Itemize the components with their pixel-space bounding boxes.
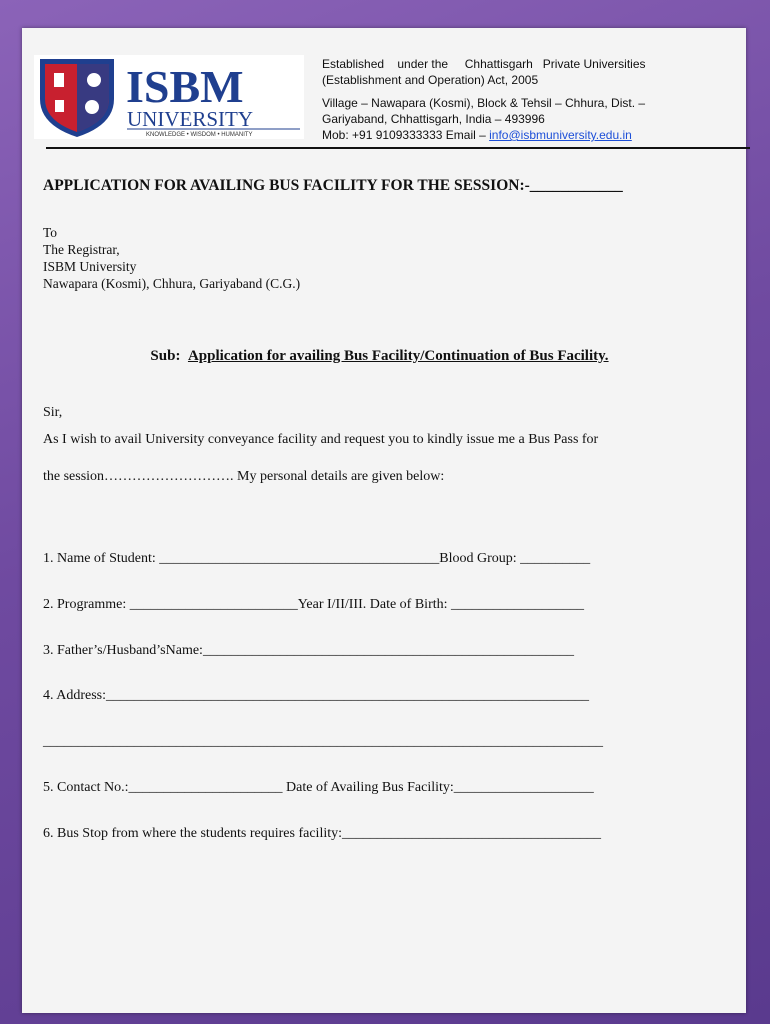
body-line-2: the session………………………. My personal details are given below: bbox=[43, 469, 445, 484]
header-established: Established under the Chhattisgarh Private Universities bbox=[322, 57, 646, 71]
field-address[interactable]: 4. Address:_____________________________________________________________________ bbox=[43, 688, 589, 703]
recipient-address bbox=[43, 224, 300, 292]
field-address-line-2[interactable]: ________________________________________________________________________________ bbox=[43, 734, 603, 749]
salutation: Sir, bbox=[43, 405, 63, 420]
field-bus-stop[interactable]: 6. Bus Stop from where the students requires facility:_____________________________________ bbox=[43, 826, 601, 841]
header-contact bbox=[322, 127, 727, 143]
subject-line bbox=[22, 348, 737, 365]
application-title: APPLICATION FOR AVAILING BUS FACILITY FOR THE SESSION:-____________ bbox=[43, 177, 623, 194]
recipient-to: To bbox=[43, 225, 58, 240]
recipient-org: ISBM University bbox=[43, 259, 137, 274]
field-father-husband-name[interactable]: 3. Father’s/Husband’sName:_____________________________________________________ bbox=[43, 643, 574, 658]
header-act: (Establishment and Operation) Act, 2005 bbox=[322, 73, 539, 87]
logo-subword: UNIVERSITY bbox=[127, 107, 253, 131]
header-divider bbox=[46, 147, 750, 149]
email-link[interactable]: info@isbmuniversity.edu.in bbox=[489, 128, 632, 142]
recipient-location: Nawapara (Kosmi), Chhura, Gariyaband (C.G.) bbox=[43, 276, 301, 291]
body-line-1: As I wish to avail University conveyance facility and request you to kindly issue me a Bus Pass for bbox=[43, 432, 599, 447]
header-address-2: Gariyaband, Chhattisgarh, India – 493996 bbox=[322, 112, 545, 126]
recipient-title: The Registrar, bbox=[43, 242, 120, 257]
cup-icon bbox=[55, 100, 64, 112]
isbm-logo bbox=[34, 55, 304, 139]
logo-tagline: KNOWLEDGE • WISDOM • HUMANITY bbox=[146, 132, 253, 138]
subject-text: Application for availing Bus Facility/Continuation of Bus Facility. bbox=[187, 348, 609, 364]
quill-icon bbox=[87, 73, 101, 87]
globe-icon bbox=[85, 100, 99, 114]
field-name-blood-group[interactable]: 1. Name of Student: ________________________________________Blood Group: __________ bbox=[43, 551, 591, 566]
document-page bbox=[22, 28, 746, 1013]
header-mobile: Mob: +91 9109333333 Email – bbox=[322, 128, 490, 142]
field-contact-date[interactable]: 5. Contact No.:______________________ Date of Availing Bus Facility:____________________ bbox=[43, 780, 594, 795]
subject-label: Sub: bbox=[150, 348, 181, 364]
header-address-1: Village – Nawapara (Kosmi), Block & Tehsil – Chhura, Dist. – bbox=[322, 96, 646, 110]
torch-icon bbox=[54, 73, 64, 87]
field-programme-year-dob[interactable]: 2. Programme: ________________________Year I/II/III. Date of Birth: ___________________ bbox=[43, 597, 585, 612]
logo-wordmark: ISBM bbox=[126, 61, 244, 112]
